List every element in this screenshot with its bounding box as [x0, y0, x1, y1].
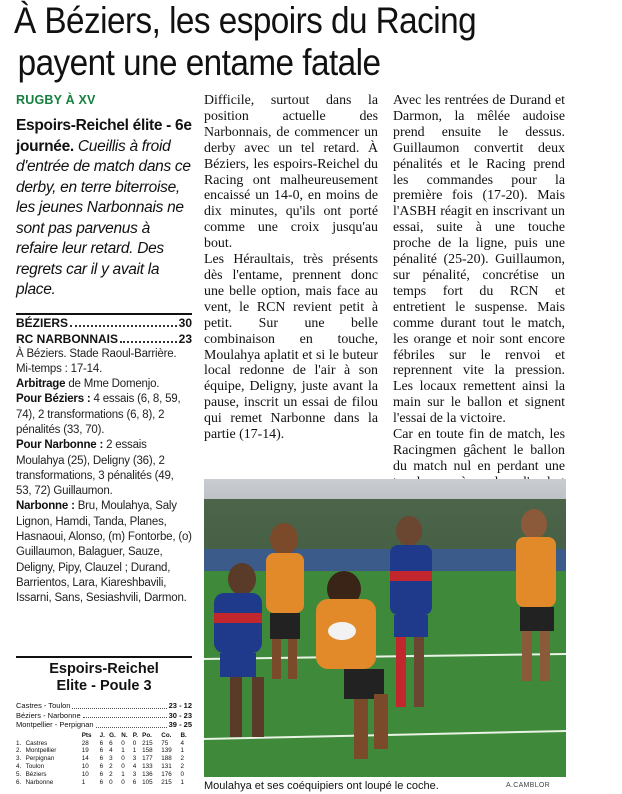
table-cell: 10 [81, 770, 89, 778]
table-cell: 6. [16, 778, 22, 786]
table-cell: 0 [180, 770, 184, 778]
table-row [16, 763, 192, 771]
narbonne-value: 2 essais Moulahya (25), Deligny (36), 2 transformations, 3 pénalités (49, 53, 72) Guillaumon. [16, 439, 174, 498]
table-cell: 6 [99, 747, 104, 755]
rugby-photo-illustration [204, 479, 566, 777]
score-line-home [16, 315, 192, 331]
table-cell: 3 [132, 770, 137, 778]
standings-header: J. [99, 731, 105, 739]
table-cell: 4 [109, 747, 113, 755]
table-cell: Béziers [25, 770, 47, 778]
table-cell: 2 [180, 762, 184, 770]
table-cell: 1 [121, 770, 125, 778]
table-cell: 6 [132, 778, 137, 786]
narbonne-label: Pour Narbonne : [16, 439, 104, 452]
beziers-label: Pour Béziers : [16, 393, 91, 406]
table-cell: 0 [121, 755, 125, 763]
match-result-row [16, 701, 192, 711]
headline-line-2: payent une entame fatale [17, 42, 381, 83]
match-result-row [16, 720, 192, 730]
standings-header [16, 732, 26, 740]
table-cell: 6 [99, 739, 104, 747]
home-score: 30 [178, 315, 192, 330]
table-cell: 158 [142, 747, 153, 755]
narbonne-lineup [16, 499, 192, 606]
table-cell: Montpellier [25, 747, 57, 755]
table-cell: 19 [81, 747, 89, 755]
standings-header: Po. [142, 731, 152, 739]
standings-header: G. [109, 731, 116, 739]
table-cell: 1 [132, 747, 137, 755]
beziers-value: 4 essais (6, 8, 59, 74), 2 transformations (6, 8), 2 pénalités (33, 70). [16, 393, 181, 436]
standings-header: P. [132, 731, 138, 739]
halftime: Mi-temps : 17-14. [16, 362, 103, 375]
table-cell: 6 [109, 739, 113, 747]
table-cell: 0 [121, 778, 125, 786]
lineup-value: Bru, Moulahya, Saly Lignon, Hamdi, Tanda, Planes, Hasnaoui, Alonso, (m) Fontorbe, (o) Guillaumon, Balaguer, Sauze, Deligny, Pipy, Clauzel ; Durand, Barrientos, Lara, Kiareshbavili, Issarni, Sans, Sesiashvili, Darmon. [16, 500, 192, 605]
match-score: 39 - 25 [168, 720, 192, 730]
table-row [16, 740, 192, 748]
table-cell: 3. [16, 755, 22, 763]
match-facts [16, 347, 192, 607]
chapo-text: Cueillis à froid d'entrée de match dans ce derby, en terre biterroise, les jeunes Narbonnais ne sont pas parvenus à refaire leur retard. Des regrets car il y avait la place. [16, 137, 191, 298]
table-cell: 4. [16, 762, 22, 770]
home-team: BÉZIERS [16, 315, 69, 330]
headline-line-1: À Béziers, les espoirs du Racing [14, 0, 477, 41]
table-row [16, 771, 192, 779]
venue: À Béziers. Stade Raoul-Barrière. [16, 347, 177, 360]
table-row [16, 779, 192, 787]
table-cell: 133 [142, 762, 153, 770]
table-cell: 177 [142, 755, 153, 763]
paragraph-1: Difficile, surtout dans la position actuelle des Narbonnais, de commencer un derby avec un tel retard. À Béziers, les espoirs-Reichel du Racing ont malheureusement encaissé un 14-0, en moins de dix minutes, qu'ils ont porté comme une croix jusqu'au bout. [204, 93, 378, 252]
chapo-lead: Espoirs-Reichel élite - 6e journée. [16, 117, 192, 155]
lineup-label: Narbonne : [16, 500, 75, 513]
table-cell: 176 [161, 770, 172, 778]
standings-title-line-2: Elite - Poule 3 [56, 678, 152, 694]
paragraph-3: Avec les rentrées de Durand et Darmon, la mêlée audoise prend ensuite le dessus. Guillaumon convertit deux pénalités et le Racing prend les commandes pour la première fois (17-20). Mais l'ASBH réagit en inscrivant un essai, suite à une touche proche de la ligne, puis une pénalité (25-20). Guillaumon, sur pénalité, concrétise un temps fort du RCN et entretient le suspense. Mais comme durant tout le match, les orange et noir sont encore fébriles sur le renvoi et reprennent vite la pression. Les locaux remettent ainsi la main sur le ballon et signent l'essai de la victoire. [393, 93, 565, 427]
table-cell: 131 [161, 762, 172, 770]
table-cell: 3 [109, 755, 113, 763]
paragraph-4: Car en toute fin de match, les Racingmen gâchent le ballon du match nul en perdant une [393, 427, 565, 474]
referee-value: de Mme Domenjo. [68, 378, 160, 391]
table-cell: 1. [16, 739, 22, 747]
table-cell: 0 [132, 739, 137, 747]
chapo [16, 116, 192, 301]
paragraph-2: Les Héraultais, très présents dès l'entame, prennent donc une belle option, mais face au vent, le RCN revient petit à petit. Sur une belle combinaison en touche, Moulahya aplatit et si le buteur local redonne de l'air à son équipe, Deligny, juste avant la pause, inscrit un essai de filou qui remet Narbonne dans la partie (17-14). [204, 252, 378, 443]
standings-header: Co. [161, 731, 172, 739]
table-cell: 0 [121, 762, 125, 770]
table-cell: 105 [142, 778, 153, 786]
section-label: RUGBY À XV [16, 93, 96, 107]
table-cell: 215 [142, 739, 153, 747]
table-cell: 188 [161, 755, 172, 763]
table-cell: 6 [99, 778, 104, 786]
table-cell: 2 [109, 762, 113, 770]
table-row [16, 747, 192, 755]
table-cell: 2 [109, 770, 113, 778]
table-cell: Narbonne [25, 778, 54, 786]
article-column-2 [204, 93, 378, 443]
table-cell: 10 [81, 762, 89, 770]
match-score: 23 - 12 [168, 701, 192, 710]
table-cell: 0 [109, 778, 113, 786]
beziers-scorers [16, 392, 192, 438]
table-cell: 6 [99, 770, 104, 778]
table-cell: 1 [180, 778, 184, 786]
match-teams: Montpellier - Perpignan [16, 720, 94, 730]
table-cell: 28 [81, 739, 89, 747]
table-row [16, 755, 192, 763]
table-cell: 6 [99, 762, 104, 770]
standings-title [16, 656, 192, 695]
table-cell: 139 [161, 747, 172, 755]
away-score: 23 [178, 331, 192, 346]
standings-header: B. [180, 731, 187, 739]
standings-header: N. [121, 731, 128, 739]
article-column-3 [393, 93, 565, 536]
match-results [16, 701, 192, 730]
table-cell: 1 [180, 747, 184, 755]
table-cell: 2 [180, 755, 184, 763]
table-cell: Perpignan [25, 755, 55, 763]
table-cell: 5. [16, 770, 22, 778]
photo-credit: A.CAMBLOR [506, 782, 550, 789]
standings-header: Pts [81, 731, 92, 739]
match-score: 30 - 23 [168, 710, 192, 720]
away-team: RC NARBONNAIS [16, 331, 118, 346]
table-cell: 1 [121, 747, 125, 755]
referee-label: Arbitrage [16, 378, 66, 391]
table-cell: 4 [132, 762, 137, 770]
score-line-away [16, 331, 192, 347]
standings-title-line-1: Espoirs-Reichel [49, 661, 159, 677]
table-cell: 3 [132, 755, 137, 763]
match-photo [204, 479, 566, 777]
table-cell: 14 [81, 755, 89, 763]
match-teams: Béziers - Narbonne [16, 710, 81, 720]
table-cell: Toulon [25, 762, 45, 770]
table-cell: 0 [121, 739, 125, 747]
standings-box [16, 656, 192, 786]
match-teams: Castres - Toulon [16, 701, 71, 710]
photo-caption: Moulahya et ses coéquipiers ont loupé le coche. [204, 780, 439, 792]
table-cell: 6 [99, 755, 104, 763]
table-cell: 215 [161, 778, 172, 786]
standings-header [26, 732, 82, 740]
table-cell: 75 [161, 739, 169, 747]
standings-table [16, 732, 192, 787]
headline [14, 0, 554, 84]
table-cell: 4 [180, 739, 184, 747]
left-column [16, 116, 192, 607]
table-cell: 1 [81, 778, 86, 786]
match-result-row [16, 711, 192, 721]
narbonne-scorers [16, 438, 192, 499]
referee [16, 377, 192, 392]
table-cell: 2. [16, 747, 22, 755]
table-cell: 136 [142, 770, 153, 778]
table-cell: Castres [25, 739, 48, 747]
